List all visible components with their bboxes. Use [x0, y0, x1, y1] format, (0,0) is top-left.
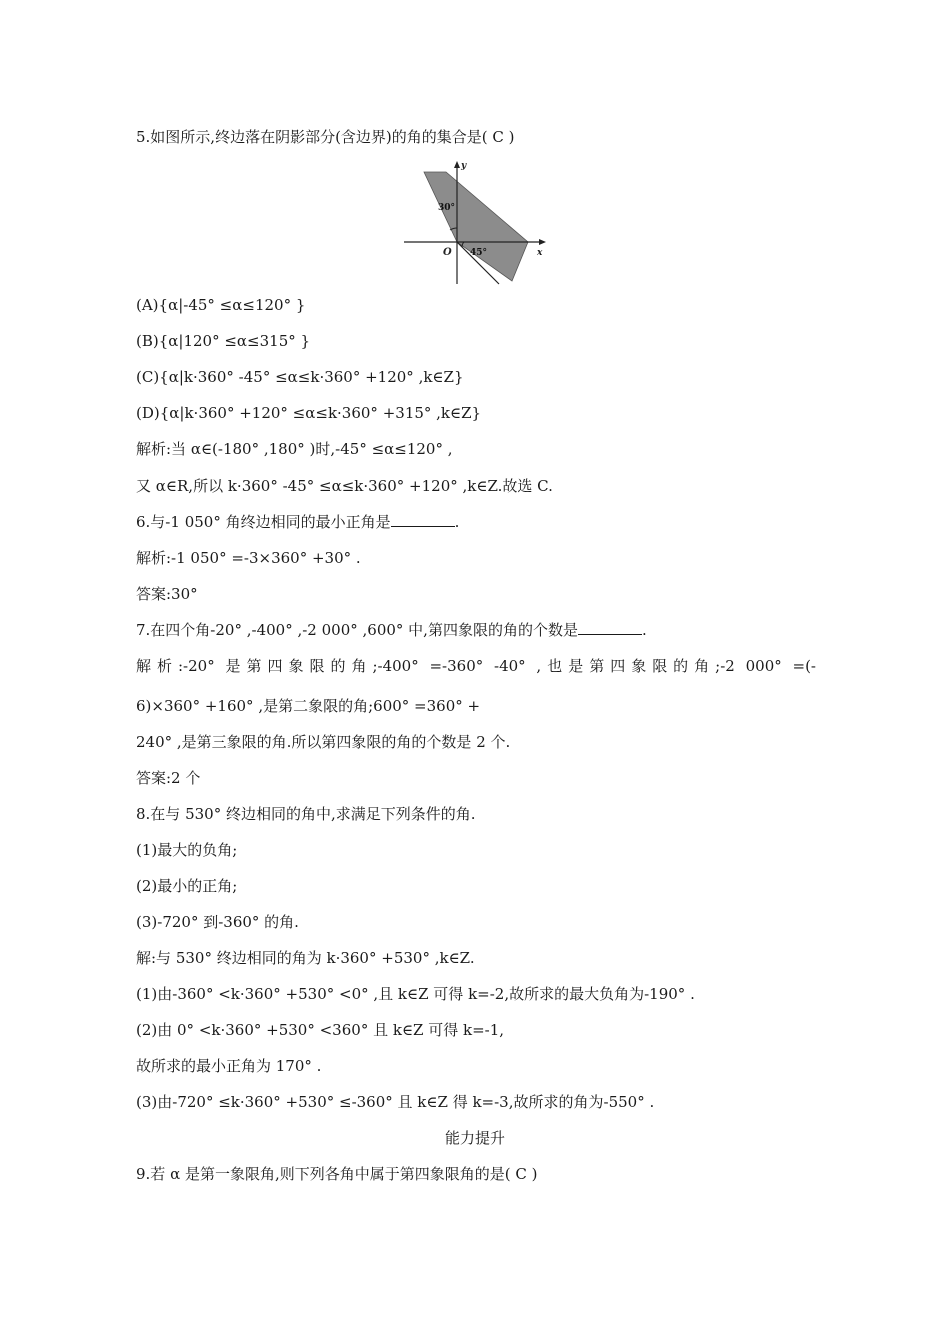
option-d: (D){α|k·360° +120° ≤α≤k·360° +315° ,k∈Z}: [136, 404, 482, 422]
question-7-stem: [136, 620, 647, 640]
shaded-region: [424, 172, 528, 281]
q7-answer: 答案:2 个: [136, 769, 201, 787]
q6-analysis: 解析:-1 050° =-3×360° +30° .: [136, 549, 361, 567]
q8-solution-intro: 解:与 530° 终边相同的角为 k·360° +530° ,k∈Z.: [136, 949, 475, 967]
q8-solution-2b: 故所求的最小正角为 170° .: [136, 1057, 322, 1075]
q7-analysis-line-2: 6)×360° +160° ,是第二象限的角;600° =360° +: [136, 697, 481, 715]
q7-stem-text: 7.在四个角-20° ,-400° ,-2 000° ,600° 中,第四象限的角的个数是: [136, 621, 578, 639]
q5-analysis-line-2: 又 α∈R,所以 k·360° -45° ≤α≤k·360° +120° ,k∈Z.故选 C.: [136, 477, 553, 495]
angle-30-label: 30°: [438, 203, 456, 213]
origin-label: O: [443, 247, 452, 258]
q8-solution-3: (3)由-720° ≤k·360° +530° ≤-360° 且 k∈Z 得 k=-3,故所求的角为-550° .: [136, 1093, 655, 1111]
option-a: (A){α|-45° ≤α≤120° }: [136, 296, 306, 314]
y-axis-label: y: [461, 161, 467, 171]
question-5-stem: 5.如图所示,终边落在阴影部分(含边界)的角的集合是( C ): [136, 128, 515, 146]
q8-part-1: (1)最大的负角;: [136, 841, 238, 859]
angle-figure: [402, 158, 550, 286]
q7-analysis-line-3: 240° ,是第三象限的角.所以第四象限的角的个数是 2 个.: [136, 733, 511, 751]
q7-analysis-line-1: 解析:-20° 是第四象限的角;-400° =-360° -40° ,也是第四象限的角;-2 000° =(-: [136, 657, 816, 675]
q5-analysis-line-1: 解析:当 α∈(-180° ,180° )时,-45° ≤α≤120° ,: [136, 440, 453, 458]
question-8-stem: 8.在与 530° 终边相同的角中,求满足下列条件的角.: [136, 805, 476, 823]
x-axis-arrow: [539, 239, 546, 245]
q8-solution-2a: (2)由 0° <k·360° +530° <360° 且 k∈Z 可得 k=-1,: [136, 1021, 505, 1039]
angle-45-label: 45°: [470, 248, 488, 258]
q8-solution-1: (1)由-360° <k·360° +530° <0° ,且 k∈Z 可得 k=-2,故所求的最大负角为-190° .: [136, 985, 695, 1003]
q8-part-3: (3)-720° 到-360° 的角.: [136, 913, 299, 931]
question-6-stem: [136, 512, 459, 532]
q8-part-2: (2)最小的正角;: [136, 877, 238, 895]
x-axis-label: x: [537, 248, 543, 258]
answer-blank: [391, 512, 455, 527]
option-c: (C){α|k·360° -45° ≤α≤k·360° +120° ,k∈Z}: [136, 368, 464, 386]
q7-stem-end: .: [641, 621, 647, 639]
q6-answer: 答案:30°: [136, 585, 198, 603]
y-axis-arrow: [454, 161, 460, 168]
q6-stem-text: 6.与-1 050° 角终边相同的最小正角是: [136, 513, 391, 531]
question-9-stem: 9.若 α 是第一象限角,则下列各角中属于第四象限角的是( C ): [136, 1165, 538, 1183]
section-title: 能力提升: [444, 1129, 505, 1147]
option-b: (B){α|120° ≤α≤315° }: [136, 332, 311, 350]
answer-blank: [578, 620, 642, 635]
q6-stem-end: .: [454, 513, 460, 531]
